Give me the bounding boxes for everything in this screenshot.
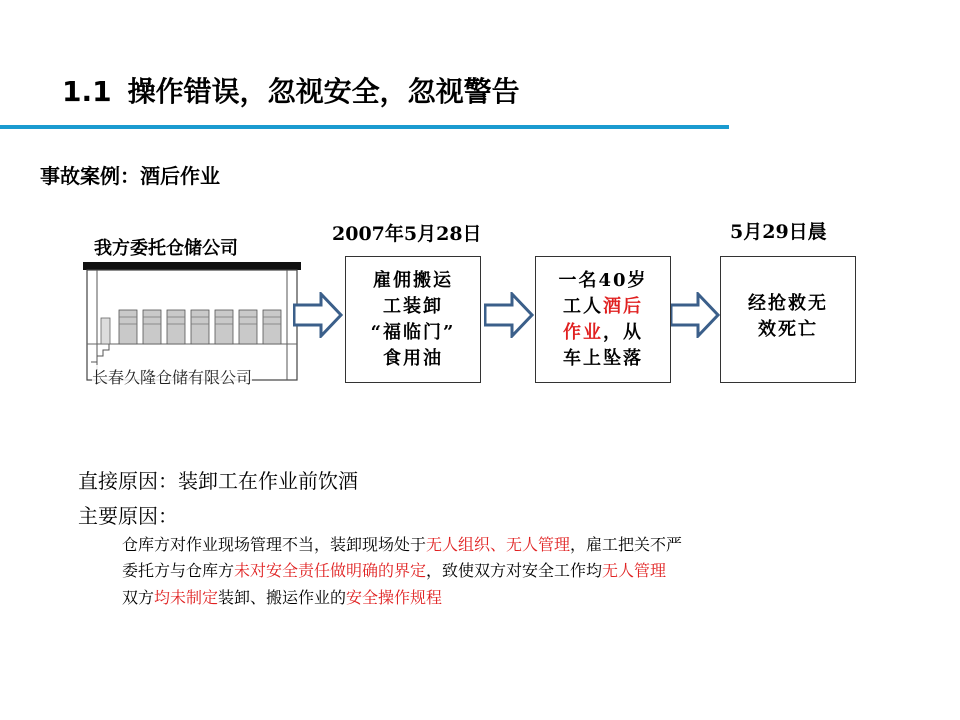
box2-line2-highlight: 酒后	[603, 295, 643, 317]
box1-line4: 食用油	[383, 347, 443, 369]
cause1-highlight-a: 无人组织、无人管理	[426, 535, 571, 554]
date-label-2: 5月29日晨	[730, 221, 827, 243]
box1-line3: “福临门”	[370, 321, 456, 343]
main-cause-label: 主要原因：	[78, 504, 178, 528]
cause1-text-b: ，雇工把关不严	[570, 535, 683, 554]
title-divider	[0, 125, 729, 129]
box2-line3-plain: ，从	[603, 321, 643, 343]
event-box-fall-text	[558, 268, 647, 372]
cause1-text-a: 仓库方对作业现场管理不当，装卸现场处于	[122, 535, 427, 554]
page-title	[62, 70, 520, 110]
arrow-right-icon	[670, 292, 720, 338]
box2-line3	[558, 320, 647, 346]
date-label-1: 2007年5月28日	[332, 223, 482, 245]
event-box-fall	[535, 256, 671, 383]
section-title: 操作错误，忽视安全，忽视警告	[127, 75, 520, 108]
main-cause-line-2	[122, 558, 666, 581]
cause2-highlight-a: 未对安全责任做明确的界定	[234, 561, 427, 580]
cause2-text-b: ，致使双方对安全工作均	[426, 561, 603, 580]
cause2-text-a: 委托方与仓库方	[122, 561, 235, 580]
box2-line3-highlight: 作业	[563, 321, 603, 343]
arrow-right-icon	[484, 292, 534, 338]
box1-line1: 雇佣搬运	[373, 269, 453, 291]
cause3-highlight-b: 安全操作规程	[346, 588, 443, 607]
warehouse-caption: 长春久隆仓储有限公司	[92, 365, 252, 388]
box2-line2-plain: 工人	[563, 295, 603, 317]
cause3-text-a: 双方	[122, 588, 155, 607]
case-label: 事故案例：酒后作业	[40, 164, 220, 188]
cause3-highlight-a: 均未制定	[154, 588, 219, 607]
company-label: 我方委托仓储公司	[94, 238, 238, 259]
box3-line2: 效死亡	[758, 319, 818, 340]
arrow-right-icon	[293, 292, 343, 338]
main-cause-line-3	[122, 585, 442, 608]
event-box-death	[720, 256, 856, 383]
main-cause-line-1	[122, 532, 682, 555]
event-box-death-text	[748, 291, 828, 343]
event-box-hire	[345, 256, 481, 383]
box1-line2: 工装卸	[383, 295, 443, 317]
cause3-text-b: 装卸、搬运作业的	[218, 588, 347, 607]
box2-line4: 车上坠落	[563, 347, 643, 369]
box2-line1: 一名40岁	[558, 269, 648, 291]
cause2-highlight-b: 无人管理	[602, 561, 667, 580]
section-number: 1.1	[62, 75, 112, 108]
box2-line2	[558, 294, 647, 320]
direct-cause: 直接原因：装卸工在作业前饮酒	[78, 469, 358, 493]
box3-line1: 经抢救无	[748, 293, 828, 314]
event-box-hire-text	[371, 268, 456, 372]
